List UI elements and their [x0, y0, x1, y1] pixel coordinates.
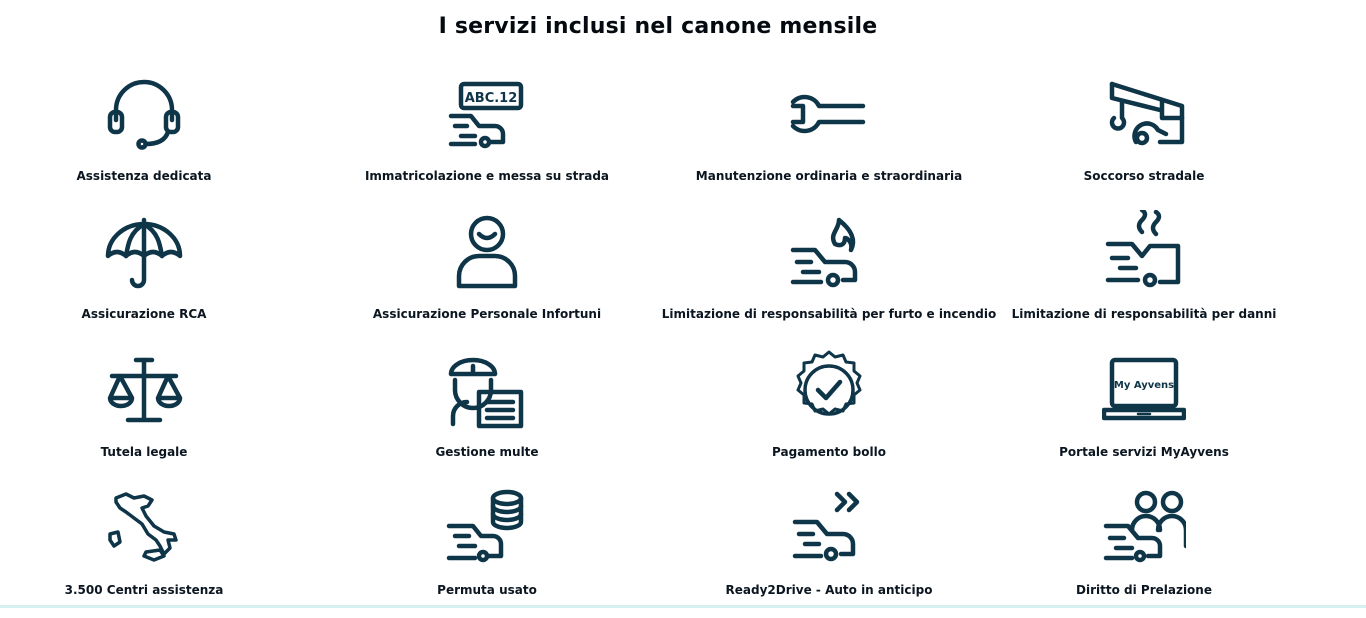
service-myayvens: [972, 342, 1316, 480]
service-label: Manutenzione ordinaria e straordinaria: [695, 169, 963, 183]
stamp-seal-icon: [787, 348, 871, 432]
service-bollo: [686, 342, 972, 480]
service-label: Immatricolazione e messa su strada: [364, 169, 610, 183]
service-danni: [972, 204, 1316, 342]
car-fire-icon: [787, 210, 871, 294]
service-soccorso: [972, 66, 1316, 204]
service-tutela-legale: [0, 342, 288, 480]
car-fast-icon: [787, 486, 871, 570]
services-grid: [0, 66, 1316, 618]
service-label: Assicurazione Personale Infortuni: [372, 307, 602, 321]
service-label: Assicurazione RCA: [81, 307, 207, 321]
service-label: 3.500 Centri assistenza: [64, 583, 224, 597]
service-rca: [0, 204, 288, 342]
car-people-icon: [1102, 486, 1186, 570]
tow-truck-icon: [1102, 72, 1186, 156]
service-manutenzione: [686, 66, 972, 204]
car-damage-icon: [1102, 210, 1186, 294]
service-label: Diritto di Prelazione: [1076, 583, 1212, 597]
service-immatricolazione: [288, 66, 686, 204]
page-title: I servizi inclusi nel canone mensile: [438, 14, 878, 39]
hand-coins-icon: [445, 486, 529, 570]
service-label: Gestione multe: [435, 445, 539, 459]
service-infortuni: [288, 204, 686, 342]
umbrella-icon: [102, 210, 186, 294]
svg-text:ABC.12: ABC.12: [464, 91, 518, 106]
license-plate-car-icon: [445, 72, 529, 156]
service-prelazione: [972, 480, 1316, 618]
service-assistenza-dedicata: [0, 66, 288, 204]
service-label: Permuta usato: [437, 583, 537, 597]
service-label: Pagamento bollo: [772, 445, 886, 459]
service-label: Limitazione di responsabilità per danni: [1011, 307, 1277, 321]
person-icon: [445, 210, 529, 294]
service-label: Ready2Drive - Auto in anticipo: [725, 583, 933, 597]
police-ticket-icon: [445, 348, 529, 432]
wrench-icon: [787, 72, 871, 156]
service-permuta-usato: [288, 480, 686, 618]
service-ready2drive: [686, 480, 972, 618]
service-label: Tutela legale: [100, 445, 188, 459]
svg-text:My Ayvens: My Ayvens: [1113, 380, 1175, 391]
service-furto-incendio: [661, 204, 997, 342]
service-multe: [288, 342, 686, 480]
service-label: Soccorso stradale: [1083, 169, 1205, 183]
service-label: Assistenza dedicata: [76, 169, 212, 183]
service-label: Portale servizi MyAyvens: [1059, 445, 1229, 459]
service-label: Limitazione di responsabilità per furto e incendio: [661, 307, 997, 321]
italy-map-icon: [102, 486, 186, 570]
laptop-icon: [1102, 348, 1186, 432]
headset-icon: [102, 72, 186, 156]
service-centri-assistenza: [0, 480, 288, 618]
scales-icon: [102, 348, 186, 432]
